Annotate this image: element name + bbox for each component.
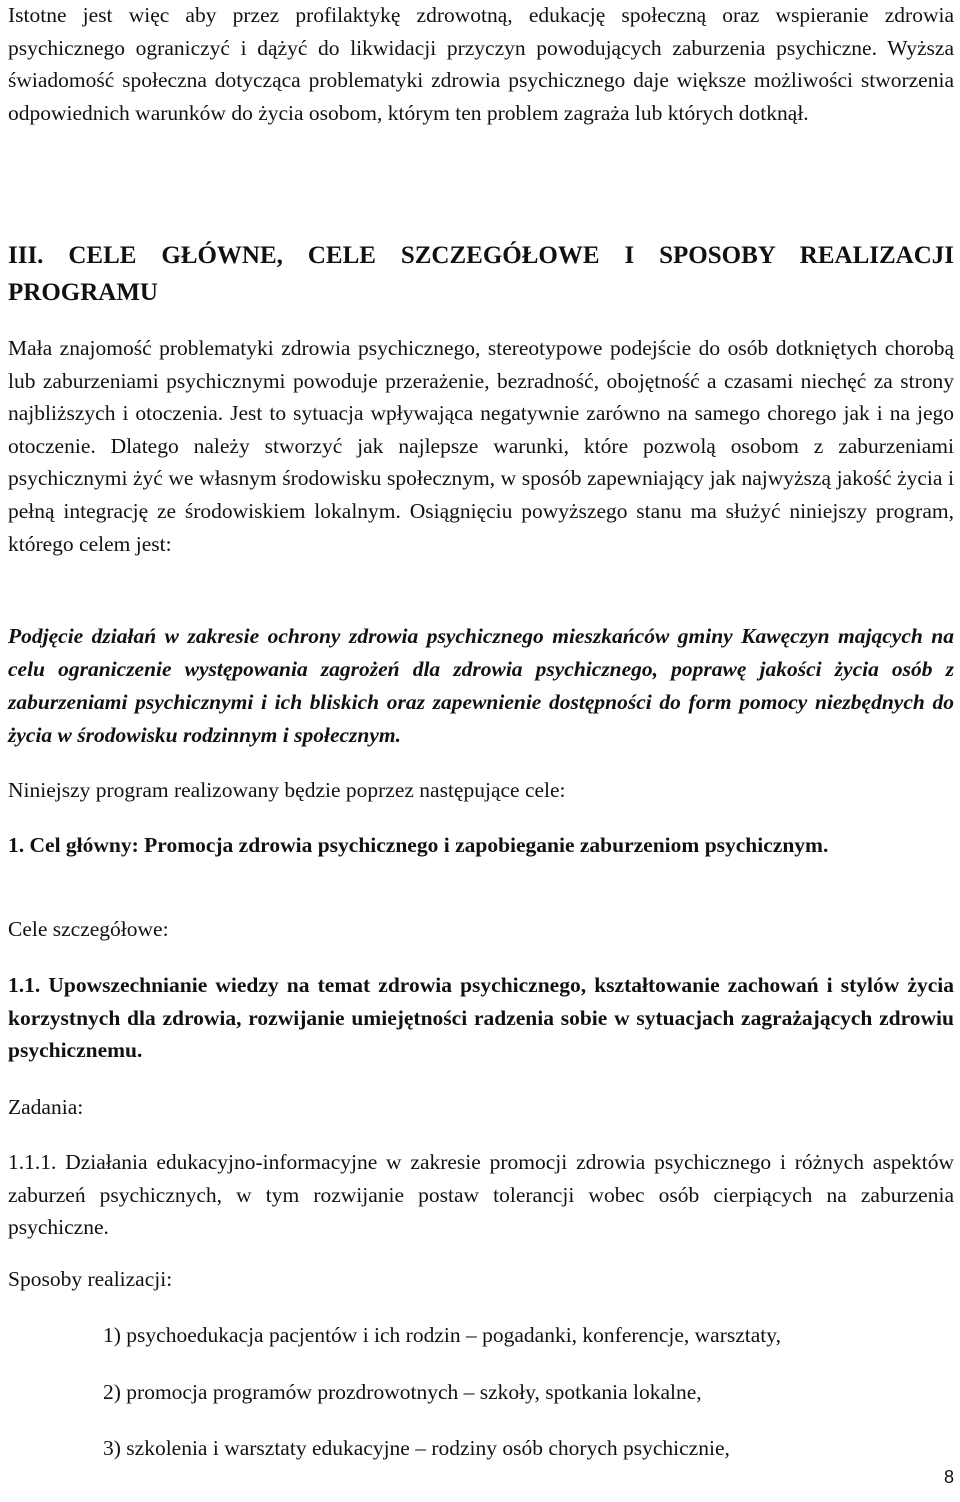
list-item: 2) promocja programów prozdrowotnych – szkoły, spotkania lokalne, (103, 1380, 702, 1404)
intro-paragraph: Istotne jest więc aby przez profilaktykę zdrowotną, edukację społeczną oraz wspieranie zdrowia psychicznego ograniczyć i dążyć do likwidacji przyczyn powodujących zaburzenia psychiczne. Wyższa świadomość społeczna dotycząca problematyki zdrowia psychicznego daje większe możliwości stworzenia odpowiednich warunków do życia osobom, którym ten problem zagraża lub których dotknął. (8, 3, 954, 125)
program-intro: Niniejszy program realizowany będzie poprzez następujące cele: (8, 778, 566, 802)
task-1-1-1: 1.1.1. Działania edukacyjno-informacyjne w zakresie promocji zdrowia psychicznego i różnych aspektów zaburzeń psychicznych, w tym rozwijanie postaw tolerancji wobec osób cierpiących na zaburzenia psychiczne. (8, 1150, 954, 1240)
main-goal: 1. Cel główny: Promocja zdrowia psychicznego i zapobieganie zaburzeniom psychicznym. (8, 833, 829, 857)
list-item: 1) psychoedukacja pacjentów i ich rodzin – pogadanki, konferencje, warsztaty, (103, 1323, 781, 1347)
methods-label: Sposoby realizacji: (8, 1267, 173, 1291)
specific-goals-label: Cele szczegółowe: (8, 917, 169, 941)
program-goal: Podjęcie działań w zakresie ochrony zdrowia psychicznego mieszkańców gminy Kawęczyn mających na celu ograniczenie występowania zagrożeń dla zdrowia psychicznego, poprawę jakości życia osób z zaburzeniami psychicznymi i ich bliskich oraz zapewnienie dostępności do form pomocy niezbędnych do życia w środowisku rodzinnym i społecznym. (8, 624, 954, 747)
tasks-label: Zadania: (8, 1095, 84, 1119)
specific-goal-1-1: 1.1. Upowszechnianie wiedzy na temat zdrowia psychicznego, kształtowanie zachowań i stylów życia korzystnych dla zdrowia, rozwijanie umiejętności radzenia sobie w sytuacjach zagrażających zdrowiu psychicznemu. (8, 973, 954, 1063)
list-item: 3) szkolenia i warsztaty edukacyjne – rodziny osób chorych psychicznie, (103, 1436, 730, 1460)
section-heading: III. CELE GŁÓWNE, CELE SZCZEGÓŁOWE I SPOSOBY REALIZACJI PROGRAMU (8, 242, 954, 306)
main-paragraph: Mała znajomość problematyki zdrowia psychicznego, stereotypowe podejście do osób dotkniętych chorobą lub zaburzeniami psychicznymi powoduje przerażenie, bezradność, obojętność a czasami niechęć za strony najbliższych i otoczenia. Jest to sytuacja wpływająca negatywnie zarówno na samego chorego jak i na jego otoczenie. Dlatego należy stworzyć jak najlepsze warunki, które pozwolą osobom z zaburzeniami psychicznymi żyć we własnym środowisku społecznym, w sposób zapewniający jak najwyższą jakość życia i pełną integrację ze środowiskiem lokalnym. Osiągnięciu powyższego stanu ma służyć niniejszy program, którego celem jest: (8, 336, 954, 556)
page-number: 8 (943, 1467, 954, 1487)
